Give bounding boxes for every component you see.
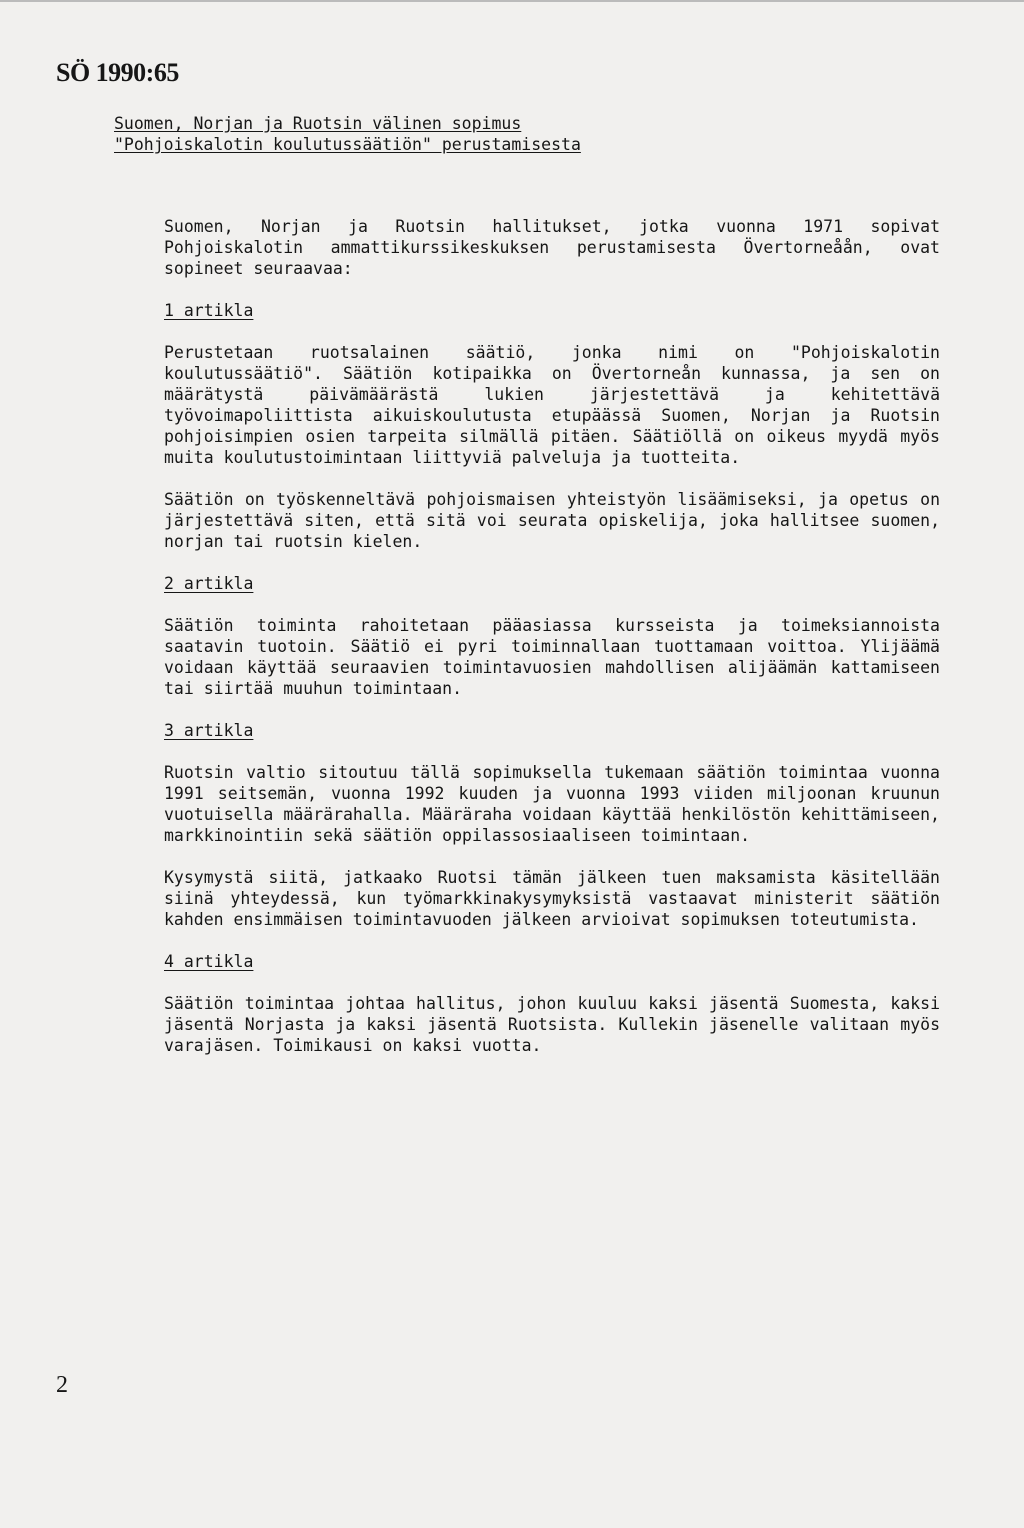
document-body <box>164 216 940 1077</box>
article-2-heading: 2 artikla <box>164 574 254 593</box>
article-3-paragraph-2: Kysymystä siitä, jatkaako Ruotsi tämän jälkeen tuen maksamista käsitellään siinä yhteydessä, kun työmarkkinakysymyksistä vastaavat ministerit säätiön kahden ensimmäisen toimintavuoden jälkeen arvioivat sopimuksen toteutumista. <box>164 868 940 929</box>
article-1-paragraph-2: Säätiön on työskenneltävä pohjoismaisen yhteistyön lisäämiseksi, ja opetus on järjestettävä siten, että sitä voi seurata opiskelija, joka hallitsee suomen, norjan tai ruotsin kielen. <box>164 490 940 551</box>
article-4-heading: 4 artikla <box>164 952 254 971</box>
document-reference: SÖ 1990:65 <box>56 58 179 87</box>
page-number: 2 <box>56 1372 68 1398</box>
article-2-paragraph-1: Säätiön toiminta rahoitetaan pääasiassa kursseista ja toimeksiannoista saatavin tuotoin. Säätiö ei pyri toiminnallaan tuottamaan voittoa. Ylijäämä voidaan käyttää seuraavien toimintavuosien mahdollisen alijäämän kattamiseen tai siirtää muuhun toimintaan. <box>164 616 940 698</box>
page-top-edge <box>0 0 1024 2</box>
article-1-paragraph-1: Perustetaan ruotsalainen säätiö, jonka nimi on "Pohjoiskalotin koulutussäätiö". Säätiön kotipaikka on Övertorneån kunnassa, ja sen on määrätystä päivämäärästä lukien järjestettävä ja kehitettävä työvoimapoliittista aikuiskoulutusta etupäässä Suomen, Norjan ja Ruotsin pohjoisimpien osien tarpeita silmällä pitäen. Säätiöllä on oikeus myydä myös muita koulutustoimintaan liittyviä palveluja ja tuotteita. <box>164 343 940 467</box>
title-line-2: "Pohjoiskalotin koulutussäätiön" perustamisesta <box>114 135 581 154</box>
article-1-heading: 1 artikla <box>164 301 254 320</box>
preamble: Suomen, Norjan ja Ruotsin hallitukset, jotka vuonna 1971 sopivat Pohjoiskalotin ammattikurssikeskuksen perustamisesta Övertorneåån, ovat sopineet seuraavaa: <box>164 217 940 278</box>
article-4-paragraph-1: Säätiön toimintaa johtaa hallitus, johon kuuluu kaksi jäsentä Suomesta, kaksi jäsentä Norjasta ja kaksi jäsentä Ruotsista. Kullekin jäsenelle valitaan myös varajäsen. Toimikausi on kaksi vuotta. <box>164 994 940 1055</box>
article-3-paragraph-1: Ruotsin valtio sitoutuu tällä sopimuksella tukemaan säätiön toimintaa vuonna 1991 seitsemän, vuonna 1992 kuuden ja vuonna 1993 viiden miljoonan kruunun vuotuisella määrärahalla. Määräraha voidaan käyttää henkilöstön kehittämiseen, markkinointiin sekä säätiön oppilassosiaaliseen toimintaan. <box>164 763 940 845</box>
article-3-heading: 3 artikla <box>164 721 254 740</box>
document-title <box>114 113 581 155</box>
title-line-1: Suomen, Norjan ja Ruotsin välinen sopimus <box>114 114 522 133</box>
